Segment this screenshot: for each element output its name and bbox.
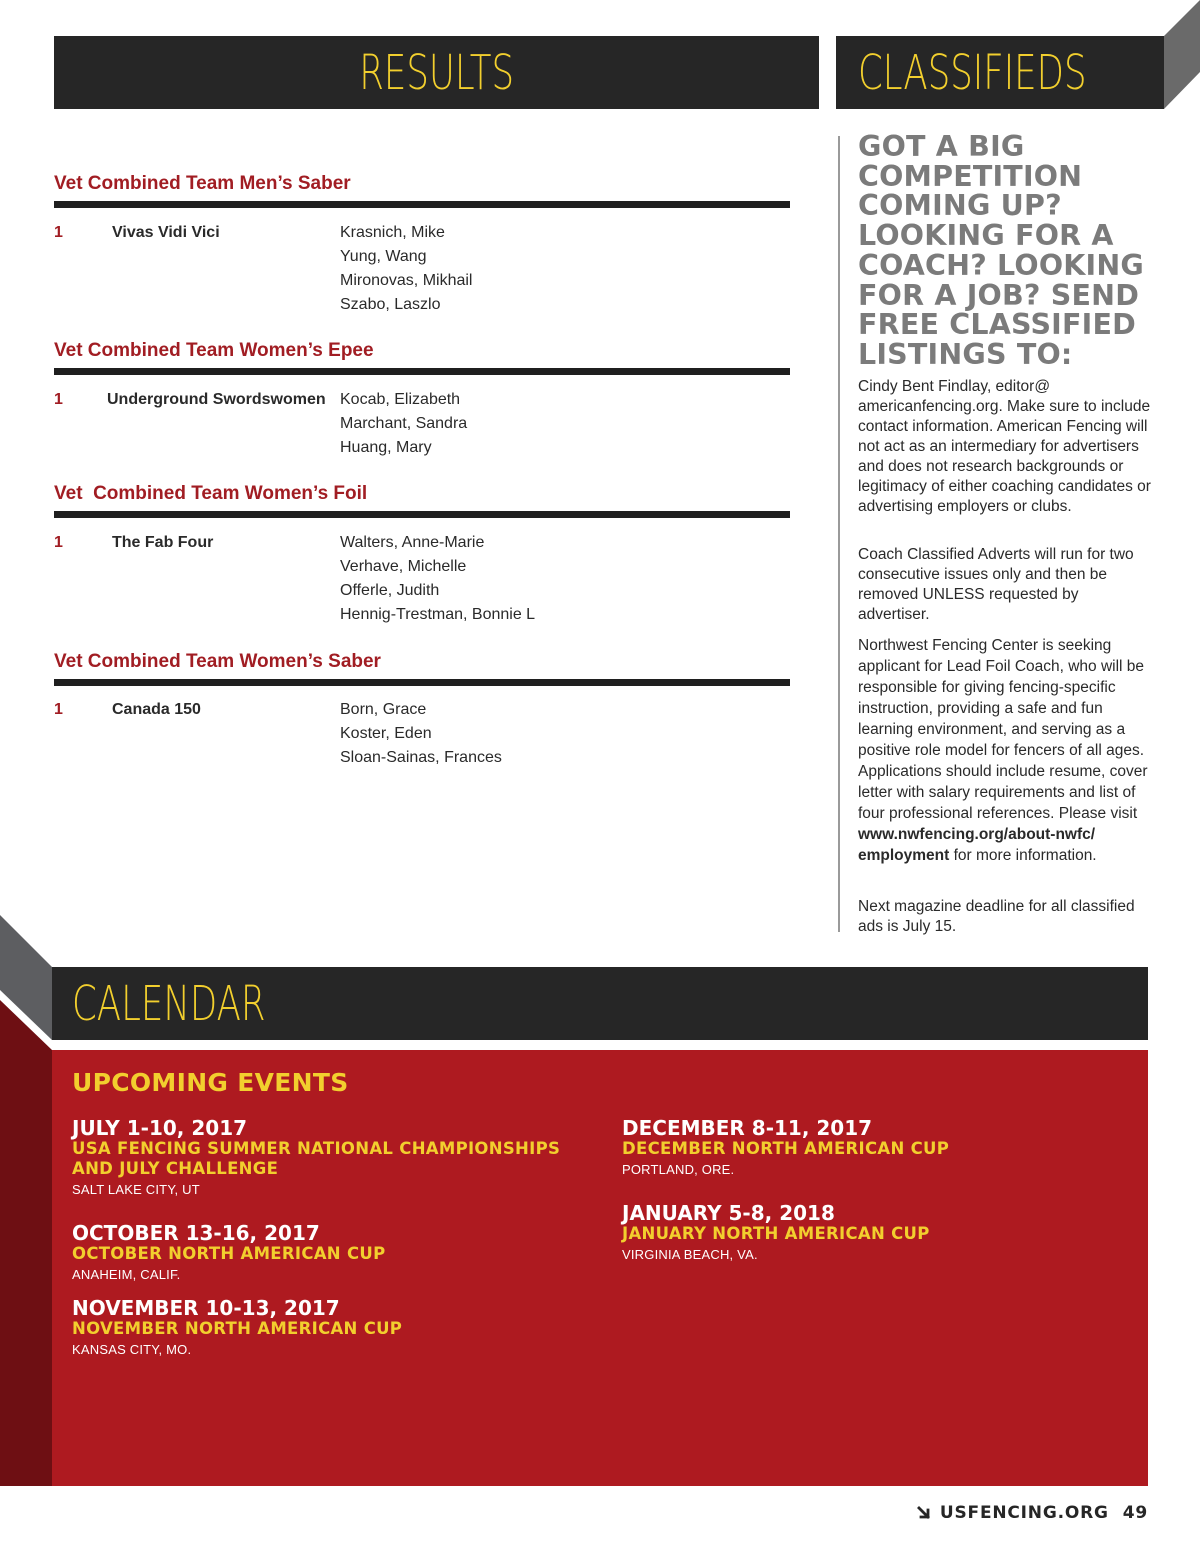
team-members: [340, 531, 535, 627]
event-title: Vet Combined Team Women’s Foil: [54, 483, 368, 504]
arrow-down-right-icon: [916, 1505, 932, 1521]
calendar-event: [72, 1117, 592, 1198]
calendar-header: [52, 967, 1148, 1040]
classifieds-headline: GOT A BIG COMPETITION COMING UP? LOOKING FOR A COACH? LOOKING FOR A JOB? SEND FREE CLASSIFIED LISTINGS TO:: [858, 130, 1144, 371]
event-date: DECEMBER 8-11, 2017: [622, 1116, 873, 1140]
classifieds-deadline: Next magazine deadline for all classified ads is July 15.: [858, 898, 1135, 935]
event-date: JANUARY 5-8, 2018: [622, 1201, 835, 1225]
member-name: Yung, Wang: [340, 248, 427, 265]
event-title: Vet Combined Team Men’s Saber: [54, 173, 351, 194]
event-divider: [54, 368, 790, 375]
classifieds-divider: [838, 136, 840, 932]
event-title: Vet Combined Team Women’s Epee: [54, 340, 374, 361]
place-number: 1: [54, 701, 63, 718]
member-name: Szabo, Laszlo: [340, 296, 441, 313]
classifieds-paragraph: Cindy Bent Findlay, editor@ americanfencing.org. Make sure to include contact information. American Fencing will not act as an intermediary for advertisers and does not research backgrounds or legitimacy of either coaching candidates or advertising employers or clubs.: [858, 378, 1151, 515]
place-number: 1: [54, 534, 63, 551]
team-name: Underground Swordswomen: [107, 391, 326, 408]
event-location: KANSAS CITY, MO.: [72, 1342, 192, 1357]
event-date: JULY 1-10, 2017: [72, 1116, 248, 1140]
calendar-event: [72, 1297, 592, 1358]
classifieds-header: [836, 36, 1164, 109]
site-url[interactable]: USFENCING.ORG: [939, 1503, 1109, 1523]
place-number: 1: [54, 391, 63, 408]
member-name: Marchant, Sandra: [340, 415, 468, 432]
member-name: Walters, Anne-Marie: [340, 534, 485, 551]
team-members: [340, 388, 467, 460]
calendar-title: CALENDAR: [72, 975, 266, 1032]
job-listing-link[interactable]: www.nwfencing.org/about-nwfc/ employment: [858, 826, 1096, 864]
event-location: SALT LAKE CITY, UT: [72, 1182, 200, 1197]
event-divider: [54, 201, 790, 208]
event-name: NOVEMBER NORTH AMERICAN CUP: [72, 1319, 403, 1338]
upcoming-events-heading: UPCOMING EVENTS: [72, 1068, 349, 1097]
member-name: Kocab, Elizabeth: [340, 391, 461, 408]
member-name: Huang, Mary: [340, 439, 432, 456]
member-name: Hennig-Trestman, Bonnie L: [340, 606, 536, 623]
results-header: [54, 36, 819, 109]
event-title: Vet Combined Team Women’s Saber: [54, 651, 381, 672]
team-members: [340, 698, 502, 770]
results-title: RESULTS: [359, 44, 514, 101]
event-name: OCTOBER NORTH AMERICAN CUP: [72, 1244, 386, 1263]
member-name: Krasnich, Mike: [340, 224, 445, 241]
team-members: [340, 221, 472, 317]
job-listing-text-end: for more information.: [949, 847, 1097, 864]
event-location: VIRGINIA BEACH, VA.: [622, 1247, 758, 1262]
page-footer: [916, 1503, 1148, 1523]
team-name: The Fab Four: [112, 534, 214, 551]
team-name: Canada 150: [112, 701, 201, 718]
member-name: Sloan-Sainas, Frances: [340, 749, 502, 766]
member-name: Born, Grace: [340, 701, 427, 718]
member-name: Koster, Eden: [340, 725, 432, 742]
member-name: Mironovas, Mikhail: [340, 272, 473, 289]
event-date: NOVEMBER 10-13, 2017: [72, 1296, 340, 1320]
calendar-event: [622, 1117, 1122, 1178]
event-date: OCTOBER 13-16, 2017: [72, 1221, 320, 1245]
event-divider: [54, 511, 790, 518]
member-name: Verhave, Michelle: [340, 558, 467, 575]
member-name: Offerle, Judith: [340, 582, 440, 599]
calendar-event: [72, 1222, 592, 1283]
classifieds-title: CLASSIFIEDS: [858, 44, 1087, 101]
calendar-event: [622, 1202, 1122, 1263]
classifieds-paragraph: Coach Classified Adverts will run for two consecutive issues only and then be removed UNLESS requested by advertiser.: [858, 546, 1134, 623]
event-location: ANAHEIM, CALIF.: [72, 1267, 181, 1282]
place-number: 1: [54, 224, 63, 241]
event-divider: [54, 679, 790, 686]
job-listing-text: Northwest Fencing Center is seeking applicant for Lead Foil Coach, who will be responsible for giving fencing-specific instruction, providing a safe and fun learning environment, and serving as a positive role model for fencers of all ages. Applications should include resume, cover letter with salary requirements and list of four professional references. Please visit: [858, 637, 1148, 822]
event-location: PORTLAND, ORE.: [622, 1162, 735, 1177]
event-name: JANUARY NORTH AMERICAN CUP: [622, 1224, 930, 1243]
page-number: 49: [1122, 1503, 1148, 1523]
team-name: Vivas Vidi Vici: [112, 224, 220, 241]
classifieds-job-listing: [858, 635, 1154, 866]
event-name: DECEMBER NORTH AMERICAN CUP: [622, 1139, 950, 1158]
event-name: USA FENCING SUMMER NATIONAL CHAMPIONSHIPS AND JULY CHALLENGE: [72, 1139, 561, 1178]
